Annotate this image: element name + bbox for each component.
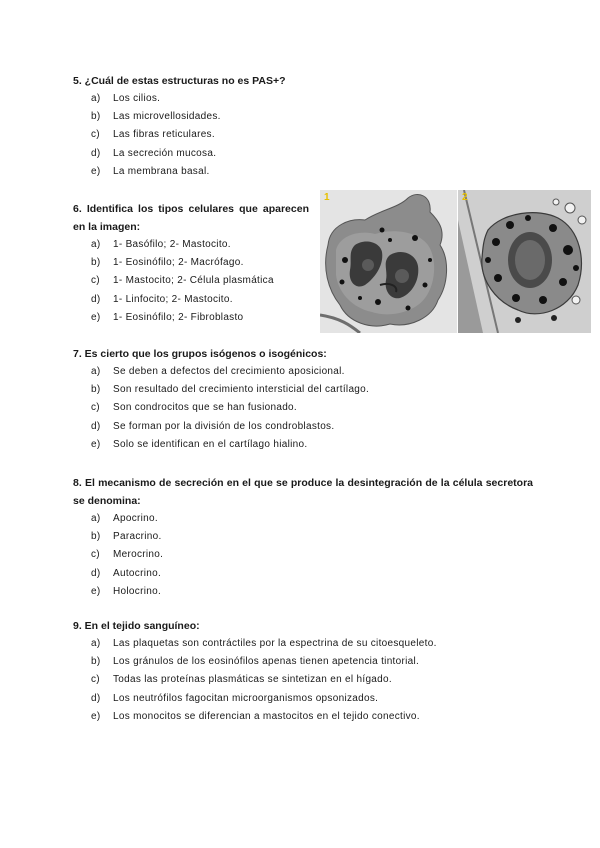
question-6 bbox=[73, 200, 309, 327]
micrograph-eosinophil bbox=[320, 190, 457, 333]
option-d: d) Los neutrófilos fagocitan microorganismos opsonizados. bbox=[91, 692, 379, 704]
question-title: 5. ¿Cuál de estas estructuras no es PAS+? bbox=[73, 75, 286, 87]
option-a: a) Los cilios. bbox=[91, 93, 161, 104]
option-e: e) Los monocitos se diferencian a mastocitos en el tejido conectivo. bbox=[91, 710, 420, 722]
micrograph-label: 1 bbox=[324, 192, 330, 203]
micrograph-label: 2 bbox=[462, 192, 468, 203]
option-e: e) La membrana basal. bbox=[91, 165, 210, 177]
question-title: 6. Identifica los tipos celulares que aparecen en la imagen: bbox=[73, 203, 309, 233]
option-a: a) Se deben a defectos del crecimiento aposicional. bbox=[91, 366, 345, 377]
option-c: c) Merocrino. bbox=[91, 549, 164, 561]
option-b: b) Las microvellosidades. bbox=[91, 111, 221, 123]
option-b: b) Son resultado del crecimiento intersticial del cartílago. bbox=[91, 384, 370, 396]
question-8 bbox=[73, 474, 533, 601]
question-7 bbox=[73, 345, 533, 454]
options-list bbox=[73, 90, 533, 181]
option-e: e) 1- Eosinófilo; 2- Fibroblasto bbox=[91, 311, 244, 323]
option-a: a) Apocrino. bbox=[91, 513, 158, 524]
option-b: b) 1- Eosinófilo; 2- Macrófago. bbox=[91, 257, 244, 269]
micrograph-1-image bbox=[320, 190, 457, 333]
option-e: e) Solo se identifican en el cartílago hialino. bbox=[91, 438, 308, 450]
question-9 bbox=[73, 617, 533, 726]
option-c: c) Son condrocitos que se han fusionado. bbox=[91, 402, 297, 414]
question-title: 9. En el tejido sanguíneo: bbox=[73, 620, 200, 632]
micrograph-mast-cell bbox=[458, 190, 591, 333]
options-list bbox=[73, 510, 533, 601]
option-a: a) 1- Basófilo; 2- Mastocito. bbox=[91, 239, 231, 250]
option-d: d) La secreción mucosa. bbox=[91, 147, 217, 159]
option-d: d) Autocrino. bbox=[91, 567, 162, 579]
option-d: d) Se forman por la división de los condroblastos. bbox=[91, 420, 335, 432]
options-list bbox=[73, 635, 533, 726]
option-c: c) Las fibras reticulares. bbox=[91, 129, 215, 141]
question-title: 7. Es cierto que los grupos isógenos o isogénicos: bbox=[73, 348, 327, 360]
option-d: d) 1- Linfocito; 2- Mastocito. bbox=[91, 293, 233, 305]
question-title: 8. El mecanismo de secreción en el que se produce la desintegración de la célula secretora se denomina: bbox=[73, 477, 533, 507]
option-a: a) Las plaquetas son contráctiles por la espectrina de su citoesqueleto. bbox=[91, 638, 437, 649]
option-e: e) Holocrino. bbox=[91, 585, 162, 597]
option-c: c) 1- Mastocito; 2- Célula plasmática bbox=[91, 275, 274, 287]
option-b: b) Paracrino. bbox=[91, 531, 162, 543]
option-b: b) Los gránulos de los eosinófilos apenas tienen apetencia tintorial. bbox=[91, 656, 420, 668]
options-list bbox=[73, 236, 309, 327]
option-c: c) Todas las proteínas plasmáticas se sintetizan en el hígado. bbox=[91, 674, 392, 686]
question-5 bbox=[73, 72, 533, 181]
options-list bbox=[73, 363, 533, 454]
micrograph-2-image bbox=[458, 190, 591, 333]
